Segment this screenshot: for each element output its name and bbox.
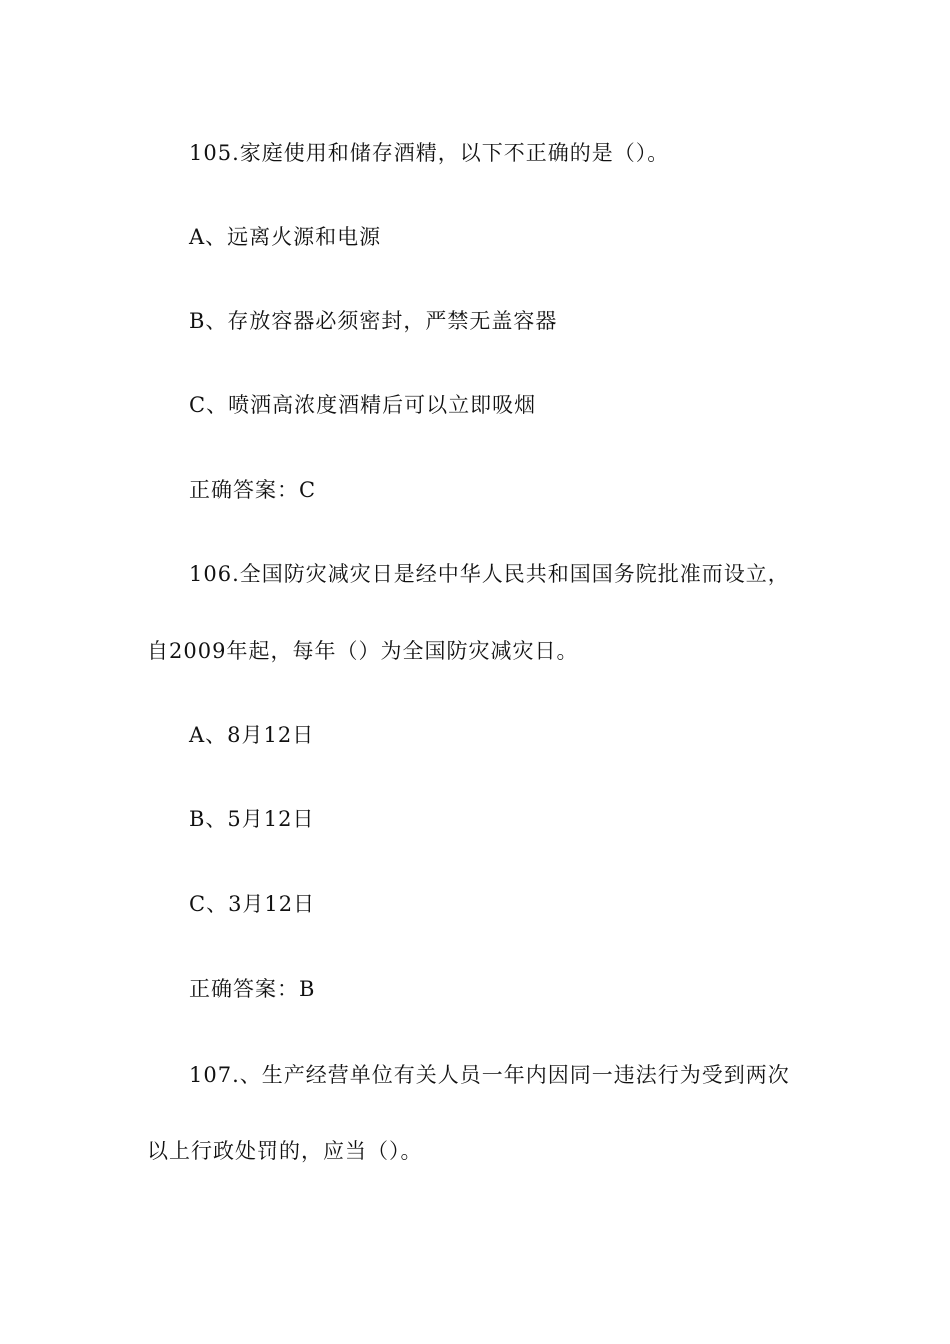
question-106-option-b: B、5月12日: [189, 807, 315, 831]
question-105-option-b: B、存放容器必须密封，严禁无盖容器: [189, 309, 558, 333]
question-106-option-c: C、3月12日: [189, 892, 316, 916]
question-105-option-a: A、远离火源和电源: [189, 225, 382, 249]
question-105-answer: 正确答案：C: [189, 478, 317, 502]
question-107-stem-line1: 107.、生产经营单位有关人员一年内因同一违法行为受到两次: [189, 1063, 790, 1087]
question-106-answer: 正确答案：B: [189, 977, 316, 1001]
question-107-stem-line2: 以上行政处罚的，应当（）。: [147, 1139, 423, 1163]
question-105-option-c: C、喷洒高浓度酒精后可以立即吸烟: [189, 393, 537, 417]
question-106-option-a: A、8月12日: [189, 723, 315, 747]
question-105-stem: 105.家庭使用和储存酒精，以下不正确的是（）。: [189, 141, 670, 165]
question-106-stem-line1: 106.全国防灾减灾日是经中华人民共和国国务院批准而设立，: [189, 562, 790, 586]
question-106-stem-line2: 自2009年起，每年（）为全国防灾减灾日。: [147, 639, 579, 663]
